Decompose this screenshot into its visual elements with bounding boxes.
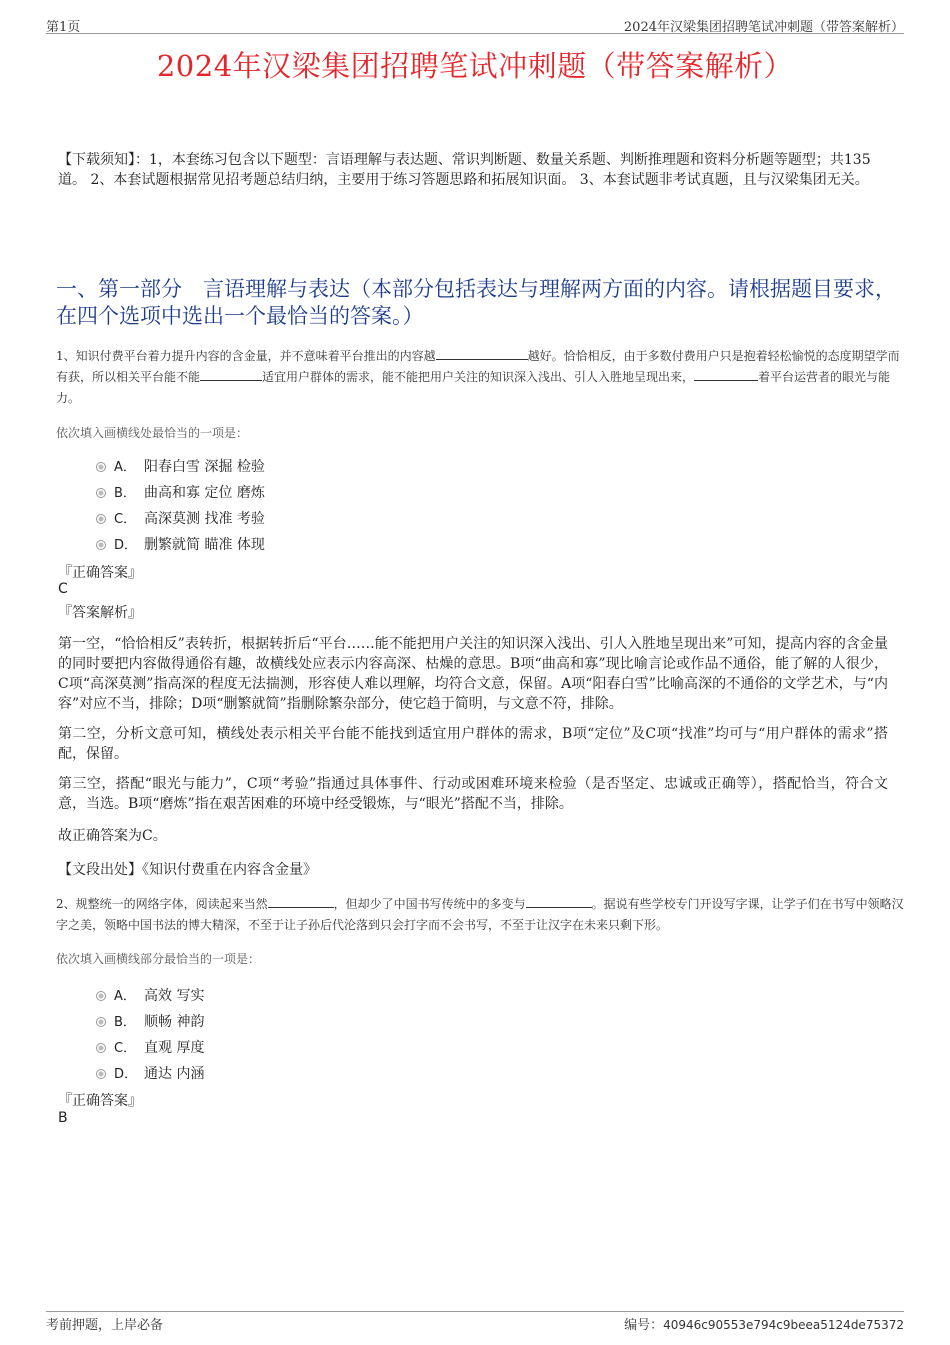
- radio-icon[interactable]: [96, 1043, 106, 1053]
- blank-line: [436, 346, 528, 360]
- footer-code: 编号：40946c90553e794c9beea5124de75372: [624, 1318, 904, 1333]
- header-doc-title: 2024年汉梁集团招聘笔试冲刺题（带答案解析）: [623, 20, 904, 35]
- blank-line: [526, 894, 592, 908]
- q1-answer: C: [58, 581, 68, 597]
- q1-source: 【文段出处】《知识付费重在内容含金量》: [58, 862, 317, 878]
- radio-icon[interactable]: [96, 1069, 106, 1079]
- section-title: 一、第一部分 言语理解与表达（本部分包括表达与理解两方面的内容。请根据题目要求，在四个选项中选出一个最恰当的答案。）: [56, 277, 896, 328]
- blank-line: [694, 367, 758, 381]
- footer-divider: [46, 1311, 904, 1312]
- radio-icon[interactable]: [96, 1017, 106, 1027]
- blank-line: [268, 894, 334, 908]
- download-notice: 【下载须知】：1，本套练习包含以下题型：言语理解与表达题、常识判断题、数量关系题、判断推理题和资料分析题等题型；共135道。 2、本套试题根据常见招考题总结归纳，主要用于练习答题思路和拓展知识面。 3、本套试题非考试真题，且与汉梁集团无关。: [58, 152, 871, 188]
- radio-icon[interactable]: [96, 540, 106, 550]
- q1-analysis-paragraph: 第三空，搭配“眼光与能力”，C项“考验”指通过具体事件、行动或困难环境来检验（是否坚定、忠诚或正确等），搭配恰当，符合文意，当选。B项“磨炼”指在艰苦困难的环境中经受锻炼，与“眼光”搭配不当，排除。: [58, 776, 888, 812]
- q1-analysis-label: 『答案解析』: [58, 605, 142, 621]
- radio-icon[interactable]: [96, 488, 106, 498]
- document-title: 2024年汉梁集团招聘笔试冲刺题（带答案解析）: [156, 49, 794, 83]
- footer-slogan: 考前押题，上岸必备: [46, 1318, 164, 1333]
- question-1-prompt: 依次填入画横线处最恰当的一项是：: [56, 426, 249, 440]
- question-2-prompt: 依次填入画横线部分最恰当的一项是：: [56, 952, 261, 966]
- q1-analysis-paragraph: 第一空，“恰恰相反”表转折，根据转折后“平台……能不能把用户关注的知识深入浅出、引人入胜地呈现出来”可知，提高内容的含金量的同时要把内容做得通俗有趣，故横线处应表示内容高深、枯燥的意思。B项“曲高和寡”现比喻言论或作品不通俗，能了解的人很少，C项“高深莫测”指高深的程度无法揣测，形容使人难以理解，均符合文意，保留。A项“阳春白雪”比喻高深的不通俗的文学艺术，与“内容”对应不当，排除；D项“删繁就简”指删除繁杂部分，使它趋于简明，与文意不符，排除。: [58, 636, 888, 712]
- q2-answer: B: [58, 1110, 68, 1126]
- blank-line: [200, 367, 262, 381]
- question-1-text: 1、知识付费平台着力提升内容的含金量，并不意味着平台推出的内容越 越好。恰恰相反，由于多数付费用户只是抱着轻松愉悦的态度期望学而有获，所以相关平台能不能 适宜用户群体的需求，能不能把用户关注的知识深入浅出、引人入胜地呈现出来， 着平台运营者的眼光与能力。: [56, 346, 906, 409]
- radio-icon[interactable]: [96, 514, 106, 524]
- radio-icon[interactable]: [96, 991, 106, 1001]
- question-2-text: 2、规整统一的网络字体，阅读起来当然 ，但却少了中国书写传统中的多变与 。据说有些学校专门开设写字课，让学子们在书写中领略汉字之美，领略中国书法的博大精深，不至于让子孙后代沦落到只会打字而不会书写，不至于让汉字在未来只剩下形。: [56, 894, 906, 936]
- radio-icon[interactable]: [96, 462, 106, 472]
- page-header: [46, 14, 904, 34]
- q1-analysis-paragraph: 第二空，分析文意可知，横线处表示相关平台能不能找到适宜用户群体的需求，B项“定位”及C项“找准”均可与“用户群体的需求”搭配，保留。: [58, 726, 888, 762]
- q1-answer-label: 『正确答案』: [58, 565, 142, 581]
- page-number: 第1页: [46, 20, 81, 35]
- q2-answer-label: 『正确答案』: [58, 1093, 142, 1109]
- q1-analysis-conclusion: 故正确答案为C。: [58, 828, 167, 844]
